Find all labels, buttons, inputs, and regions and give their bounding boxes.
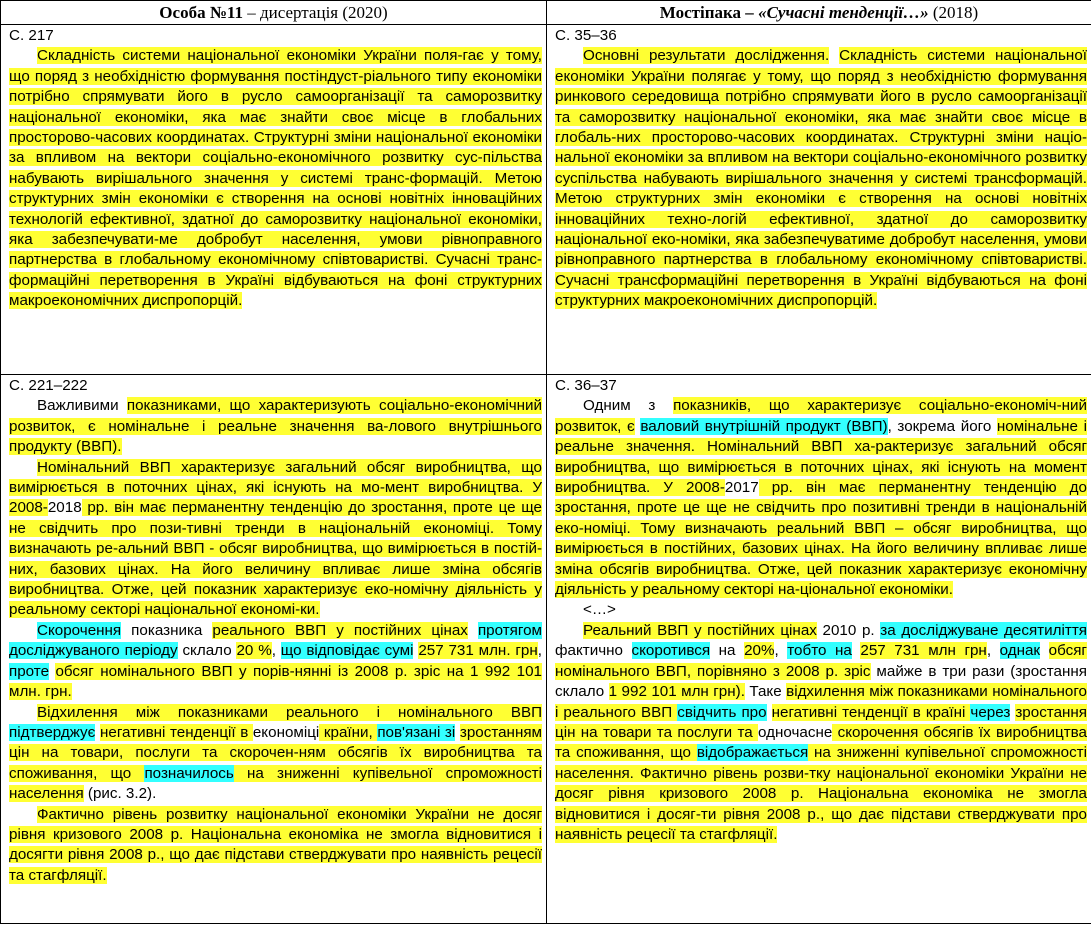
- cyan-highlight-text: тобто на: [787, 642, 852, 660]
- paragraph: [9, 703, 542, 805]
- yellow-highlight-text: обсяг номінального ВВП, порівняно з 2008 р. зріс: [555, 642, 1087, 680]
- cyan-highlight-text: через: [970, 703, 1011, 721]
- cell-row1-right: [547, 25, 1091, 375]
- header-right: [547, 1, 1091, 25]
- plain-text: ,: [774, 642, 788, 660]
- cell-row2-right: [547, 375, 1091, 924]
- page-ref: С. 36–37: [555, 377, 617, 394]
- yellow-highlight-text: Складність системи національної економіки України поля-гає у тому, що поряд з необхідністю формування постіндуст-ріального типу економіки потрібно спрямувати його в русло самоорганізації та саморозвитку національної економіки, яка має знайти своє місце в глобальних просторово-часових координатах. Структурні зміни національної економіки за впливом на вектори соціально-економічного розвитку сус-пільства набувають вирішального значення у системі транс-формацій. Метою структурних змін економіки є створення на основі новітніх інноваційних технологій ефективної, здатної до саморозвитку національної економіки, яка забезпечувати-ме добробут населення, умови рівноправного партнерства в глобальному економічному співтоваристві. Сучасні транс-формаційні перетворення в Україні відбуваються на фоні структурних макроекономічних диспропорцій.: [9, 47, 542, 310]
- yellow-highlight-text: Фактично рівень розвитку національної економіки України не досяг рівня кризового 2008 р. Національна економіка не змогла відновитися і досягти рівня 2008 р., що дає підстави стверджувати про наявність рецесії та стагфляції.: [9, 805, 542, 884]
- paragraph: [9, 805, 542, 887]
- yellow-highlight-text: показників, що характеризує соціально-економіч-ний розвиток, є: [555, 397, 1088, 435]
- header-left-source: – дисертація (2020): [242, 3, 388, 22]
- cyan-highlight-text: однак: [999, 642, 1041, 660]
- plain-text: фактично: [555, 642, 632, 660]
- yellow-highlight-text: 20%: [744, 642, 775, 660]
- page-ref: С. 221–222: [9, 377, 88, 394]
- yellow-highlight-text: скорочення обсягів їх виробництва та споживання, що: [555, 723, 1087, 762]
- cyan-highlight-text: свідчить про: [677, 703, 767, 721]
- yellow-highlight-text: номінальне і реальне значення. Номінальний ВВП ха-рактеризує загальний обсяг виробництва, що вимірюється в поточних цінах, які існують на момент виробництва. У 2008-: [555, 417, 1087, 497]
- paragraph: [555, 621, 1087, 845]
- plain-text: на: [710, 642, 745, 660]
- yellow-highlight-text: показниками, що характеризують соціально-економічний розвиток, є номінальне і реальне значення ва-лового внутрішнього продукту (ВВП).: [9, 397, 542, 456]
- paragraph: [555, 46, 1087, 311]
- cyan-highlight-text: що відповідає сумі: [280, 642, 414, 660]
- yellow-highlight-text: зростання цін на товари та послуги та: [555, 703, 1088, 741]
- yellow-highlight-text: Складність системи національної економіки України полягає у тому, що поряд з необхідністю формування ринкового середовища потрібно спрямувати його в русло самоорганізації та саморозвитку національної економіки, яка має знайти своє місце в глобаль-них просторово-часових координатах. Структурні зміни націо-нальної економіки за впливом на вектори соціально-економічного розвитку суспільства набувають вирішального значення у системі трансформацій. Метою структурних змін економіки є створення на основі новітніх інноваційних техно-логій ефективної, здатної до саморозвитку національної еко-номіки, яка забезпечуватиме добробут населення, умови рівноправного партнерства в глобальному економічному співтоваристві. Сучасні трансформаційні перетворення в Україні відбуваються на фоні структурних макроекономічних диспропорцій.: [555, 47, 1087, 310]
- paragraphs: [555, 621, 1087, 845]
- header-right-author: Мостіпака: [659, 3, 742, 22]
- cyan-highlight-text: протягом досліджуваного періоду: [9, 621, 542, 660]
- yellow-highlight-text: на зниженні купівельної спроможності населення. Фактично рівень розви-тку національної економіки України не досяг рівня кризового 2008 р. Національна економіка не змогла відновитися і досяг-ти рівня 2008 р., що дає підстави стверджувати про наявність рецесії та стагфляції.: [555, 744, 1087, 843]
- page-ref: С. 217: [9, 27, 54, 44]
- plain-text: [829, 47, 839, 64]
- plain-text: ,: [986, 642, 1000, 660]
- cyan-highlight-text: Скорочення: [37, 621, 122, 639]
- yellow-highlight-text: 257 731 млн. грн: [418, 642, 538, 660]
- yellow-highlight-text: країни,: [319, 723, 378, 741]
- header-left: [1, 1, 547, 25]
- cyan-highlight-text: позначилось: [144, 764, 234, 782]
- paragraph: [9, 396, 542, 457]
- page-ref: С. 35–36: [555, 27, 617, 44]
- yellow-highlight-text: 1 992 101 млн грн).: [608, 683, 745, 701]
- plain-text: [1040, 642, 1049, 659]
- yellow-highlight-text: на зниженні купівельної спроможності населення: [9, 764, 542, 803]
- yellow-highlight-text: 20 %: [236, 642, 272, 660]
- paragraphs: [9, 46, 542, 311]
- cyan-highlight-text: підтверджує: [9, 723, 96, 741]
- yellow-highlight-text: реального ВВП у постійних цінах: [212, 621, 468, 639]
- header-right-year: (2018): [928, 3, 979, 22]
- yellow-highlight-text: негативні тенденції в: [100, 723, 253, 741]
- cyan-highlight-text: пов'язані зі: [377, 723, 456, 741]
- cell-row1-left: [1, 25, 547, 375]
- plain-text: [767, 704, 772, 721]
- yellow-highlight-text: Відхилення між показниками реального і номінального ВВП: [37, 703, 542, 721]
- plain-text: 2018: [47, 499, 82, 517]
- plain-text: економіці: [252, 723, 320, 741]
- plain-text: майже в три рази (зростання склало: [555, 662, 1087, 701]
- cyan-highlight-text: за досліджуване десятиліття: [880, 621, 1087, 639]
- plain-text: , зокрема його: [887, 417, 997, 435]
- plain-text: 2017: [724, 479, 759, 497]
- plain-text: одночасне: [758, 723, 833, 741]
- plain-text: Важливими: [37, 397, 127, 415]
- paragraph: [555, 396, 1087, 600]
- yellow-highlight-text: рр. він має перманентну тенденцію до зростання, проте це ще не свідчить про пози-тивні тренди в національній економіці. Тому визначають ре-альний ВВП - обсяг виробництва, що вимірюється в постій-них, базових цінах. На його величину впливає лише зміна обсягів виробництва. Отже, цей показник характеризує еко-номічну діяльність у реальному секторі національної економі-ки.: [9, 499, 542, 619]
- plain-text: Одним з: [583, 397, 674, 415]
- yellow-highlight-text: зростанням цін на товари, послуги та скорочен-ням обсягів їх виробництва та споживання, що: [9, 723, 542, 782]
- header-left-author: Особа №11: [159, 3, 243, 22]
- plain-text: [468, 622, 478, 639]
- cell-row2-left: [1, 375, 547, 924]
- paragraph: [9, 621, 542, 703]
- paragraph: [9, 46, 542, 311]
- yellow-highlight-text: Номінальний ВВП характеризує загальний обсяг виробництва, що вимірюється в поточних цінах, які існують на мо-мент виробництва. У 2008-: [9, 458, 542, 517]
- cyan-highlight-text: валовий внутрішній продукт (ВВП): [640, 417, 888, 435]
- plain-text: ,: [537, 642, 542, 660]
- plain-text: склало: [177, 642, 237, 660]
- cyan-highlight-text: відображається: [696, 744, 809, 762]
- cyan-highlight-text: проте: [9, 662, 50, 680]
- ellipsis-marker: <…>: [583, 601, 616, 619]
- yellow-highlight-text: відхилення між показниками номінального і реального ВВП: [555, 683, 1087, 721]
- yellow-highlight-text: 257 731 млн грн: [860, 642, 987, 660]
- yellow-highlight-text: рр. він має перманентну тенденцію до зростання, проте це ще не свідчить про позитивні тренди в національній еко-номіці. Тому визначають реальний ВВП – обсяг виробництва, що вимірюється в постійних, базових цінах. На його величину впливає лише зміна обсягів виробництва. Отже, цей показник характеризує економічну діяльність у реальному секторі на-ціональної економіки.: [555, 479, 1087, 599]
- paragraphs: [9, 396, 542, 886]
- yellow-highlight-text: Основні результати дослідження.: [583, 47, 830, 65]
- paragraph: [9, 458, 542, 621]
- yellow-highlight-text: обсяг номінального ВВП у порів-нянні із 2008 р. зріс на 1 992 101 млн. грн.: [9, 662, 542, 701]
- header-right-title: – «Сучасні тенденції…»: [741, 3, 929, 22]
- paragraphs: [555, 396, 1087, 600]
- plain-text: показника: [121, 621, 213, 639]
- cyan-highlight-text: скоротився: [631, 642, 711, 660]
- yellow-highlight-text: Реальний ВВП у постійних цінах: [583, 621, 817, 639]
- plain-text: Таке: [744, 683, 787, 701]
- plain-text: 2010 р.: [816, 621, 881, 639]
- plain-text: ,: [271, 642, 281, 660]
- yellow-highlight-text: негативні тенденції в країні: [771, 703, 971, 721]
- plain-text: (рис. 3.2).: [83, 785, 157, 803]
- paragraphs: [555, 46, 1087, 311]
